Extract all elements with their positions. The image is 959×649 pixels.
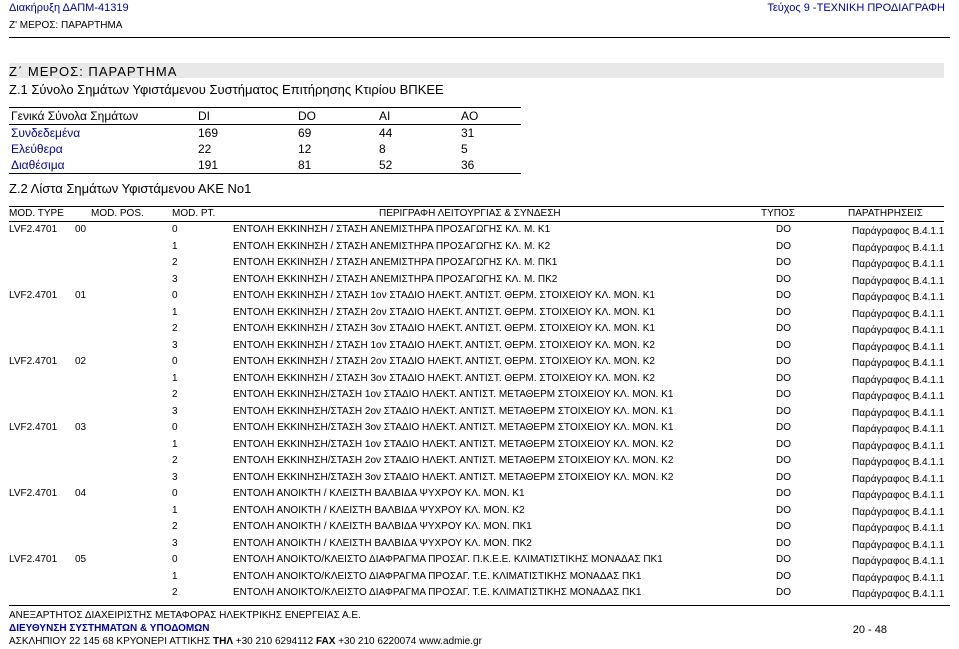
signal-pt: 1 <box>172 570 178 582</box>
signal-pt: 1 <box>172 504 178 516</box>
table-row <box>9 585 944 602</box>
signal-pos: 05 <box>75 554 87 565</box>
table-row <box>9 569 944 586</box>
summary-cell: 22 <box>198 141 212 156</box>
col-header-mod-pt: MOD. PT. <box>172 208 216 219</box>
signal-pt: 2 <box>172 257 178 268</box>
signal-pt: 3 <box>172 339 178 351</box>
signal-type: DO <box>776 224 791 235</box>
summary-cell: 69 <box>298 125 312 140</box>
signal-remark: Παράγραφος Β.4.1.1 <box>852 308 945 320</box>
signal-remark: Παράγραφος Β.4.1.1 <box>852 539 945 551</box>
signal-remark: Παράγραφος Β.4.1.1 <box>852 242 945 254</box>
signal-desc: ΕΝΤΟΛΗ ΕΚΚΙΝΗΣΗ/ΣΤΑΣΗ 2ον ΣΤΑΔΙΟ ΗΛΕΚΤ. ΑΝΤΙΣΤ. ΜΕΤΑΘΕΡΜ ΣΤΟΙΧΕΙΟΥ ΚΛ. ΜΟΝ. Κ1 <box>233 405 674 417</box>
summary-cell: 36 <box>459 157 521 174</box>
footer-company: ΑΝΕΞΑΡΤΗΤΟΣ ΔΙΑΧΕΙΡΙΣΤΗΣ ΜΕΤΑΦΟΡΑΣ ΗΛΕΚΤΡΙΚΗΣ ΕΝΕΡΓΕΙΑΣ Α.Ε. <box>9 610 361 621</box>
section-1-title: Ζ.1 Σύνολο Σημάτων Υφιστάμενου Συστήματος Επιτήρησης Κτιρίου ΒΠΚΕΕ <box>9 82 444 97</box>
signal-pt: 2 <box>172 587 178 598</box>
signal-desc: ΕΝΤΟΛΗ ΕΚΚΙΝΗΣΗ/ΣΤΑΣΗ 1ον ΣΤΑΔΙΟ ΗΛΕΚΤ. ΑΝΤΙΣΤ. ΜΕΤΑΘΕΡΜ ΣΤΟΙΧΕΙΟΥ ΚΛ. ΜΟΝ. Κ2 <box>233 438 674 450</box>
signal-type: DO <box>776 356 791 367</box>
footer-tel-label: ΤΗΛ <box>212 636 233 647</box>
signal-type: DO <box>776 389 791 400</box>
footer-division: ΔΙΕΥΘΥΝΣΗ ΣΥΣΤΗΜΑΤΩΝ & ΥΠΟΔΟΜΩΝ <box>9 623 210 634</box>
summary-header-row <box>9 108 521 125</box>
signal-type: DO <box>776 504 791 516</box>
signal-pt: 1 <box>172 240 178 252</box>
signal-pt: 0 <box>172 488 178 499</box>
signal-desc: ΕΝΤΟΛΗ ΕΚΚΙΝΗΣΗ / ΣΤΑΣΗ ΑΝΕΜΙΣΤΗΡΑ ΠΡΟΣΑΓΩΓΗΣ ΚΛ. Μ. Κ2 <box>233 240 551 252</box>
signal-desc: ΕΝΤΟΛΗ ΕΚΚΙΝΗΣΗ / ΣΤΑΣΗ ΑΝΕΜΙΣΤΗΡΑ ΠΡΟΣΑΓΩΓΗΣ ΚΛ. Μ. Κ1 <box>233 224 551 235</box>
signal-type: DO <box>776 521 791 532</box>
page-header-left: Διακήρυξη ΔΑΠΜ-41319 <box>9 2 129 14</box>
summary-cell: 5 <box>461 141 468 156</box>
footer-divider <box>9 605 950 606</box>
signal-remark: Παράγραφος Β.4.1.1 <box>852 556 945 567</box>
signal-summary-table <box>9 107 521 174</box>
signal-code: LVF2.4701 <box>9 488 58 499</box>
signal-pt: 1 <box>172 306 178 318</box>
signal-pt: 3 <box>172 405 178 417</box>
signal-type: DO <box>776 306 791 318</box>
signal-desc: ΕΝΤΟΛΗ ΑΝΟΙΚΤΟ/ΚΛΕΙΣΤΟ ΔΙΑΦΡΑΓΜΑ ΠΡΟΣΑΓ. Τ.Ε. ΚΛΙΜΑΤΙΣΤΙΚΗΣ ΜΟΝΑΔΑΣ ΠΚ1 <box>233 570 642 582</box>
table-row <box>9 486 944 503</box>
signal-desc: ΕΝΤΟΛΗ ΕΚΚΙΝΗΣΗ / ΣΤΑΣΗ 3ον ΣΤΑΔΙΟ ΗΛΕΚΤ. ΑΝΤΙΣΤ. ΘΕΡΜ. ΣΤΟΙΧΕΙΟΥ ΚΛ. ΜΟΝ. Κ1 <box>233 323 655 334</box>
signal-type: DO <box>776 471 791 483</box>
signal-pos: 04 <box>75 488 87 499</box>
signal-desc: ΕΝΤΟΛΗ ΕΚΚΙΝΗΣΗ / ΣΤΑΣΗ 2ον ΣΤΑΔΙΟ ΗΛΕΚΤ. ΑΝΤΙΣΤ. ΘΕΡΜ. ΣΤΟΙΧΕΙΟΥ ΚΛ. ΜΟΝ. Κ2 <box>233 356 655 367</box>
part-title: Ζ΄ ΜΕΡΟΣ: ΠΑΡΑΡΤΗΜΑ <box>9 64 178 79</box>
signal-remark: Παράγραφος Β.4.1.1 <box>852 457 945 468</box>
section-2-title: Ζ.2 Λίστα Σημάτων Υφιστάμενου ΑΚΕ Νο1 <box>9 181 252 196</box>
signal-pt: 2 <box>172 323 178 334</box>
signal-type: DO <box>776 537 791 549</box>
signal-desc: ΕΝΤΟΛΗ ΕΚΚΙΝΗΣΗ/ΣΤΑΣΗ 1ον ΣΤΑΔΙΟ ΗΛΕΚΤ. ΑΝΤΙΣΤ. ΜΕΤΑΘΕΡΜ ΣΤΟΙΧΕΙΟΥ ΚΛ. ΜΟΝ. Κ1 <box>233 389 674 400</box>
table-row <box>9 420 944 437</box>
footer-fax-label: FAX <box>315 636 336 647</box>
footer-tel: +30 210 6294112 <box>235 636 314 647</box>
signal-type: DO <box>776 240 791 252</box>
table-row <box>9 222 944 239</box>
signal-code: LVF2.4701 <box>9 422 58 433</box>
signal-pt: 3 <box>172 537 178 549</box>
table-row <box>9 321 944 338</box>
table-row <box>9 239 944 256</box>
signal-pt: 0 <box>172 554 178 565</box>
signal-type: DO <box>776 554 791 565</box>
summary-cell: 52 <box>377 157 459 174</box>
table-row <box>9 255 944 272</box>
signal-remark: Παράγραφος Β.4.1.1 <box>852 424 945 435</box>
signal-type: DO <box>776 257 791 268</box>
signal-pt: 1 <box>172 438 178 450</box>
signal-pos: 01 <box>75 290 87 301</box>
signal-remark: Παράγραφος Β.4.1.1 <box>852 374 945 386</box>
signal-desc: ΕΝΤΟΛΗ ΕΚΚΙΝΗΣΗ / ΣΤΑΣΗ 2ον ΣΤΑΔΙΟ ΗΛΕΚΤ. ΑΝΤΙΣΤ. ΘΕΡΜ. ΣΤΟΙΧΕΙΟΥ ΚΛ. ΜΟΝ. Κ1 <box>233 306 655 318</box>
signal-pt: 3 <box>172 273 178 285</box>
signal-code: LVF2.4701 <box>9 356 58 367</box>
signal-remark: Παράγραφος Β.4.1.1 <box>852 490 945 501</box>
col-header-remarks: ΠΑΡΑΤΗΡΗΣΕΙΣ <box>848 208 923 219</box>
signal-pos: 03 <box>75 422 87 433</box>
signal-code: LVF2.4701 <box>9 554 58 565</box>
signal-pt: 2 <box>172 521 178 532</box>
signal-remark: Παράγραφος Β.4.1.1 <box>852 259 945 270</box>
table-row <box>9 536 944 553</box>
summary-row <box>9 157 521 174</box>
col-header-mod-type: MOD. TYPE <box>9 208 64 219</box>
signal-desc: ΕΝΤΟΛΗ ΑΝΟΙΚΤΗ / ΚΛΕΙΣΤΗ ΒΑΛΒΙΔΑ ΨΥΧΡΟΥ ΚΛ. ΜΟΝ. Κ2 <box>233 504 525 516</box>
signal-desc: ΕΝΤΟΛΗ ΑΝΟΙΚΤΟ/ΚΛΕΙΣΤΟ ΔΙΑΦΡΑΓΜΑ ΠΡΟΣΑΓ. Τ.Ε. ΚΛΙΜΑΤΙΣΤΙΚΗΣ ΜΟΝΑΔΑΣ ΠΚ1 <box>233 587 642 598</box>
summary-cell: 81 <box>296 157 377 174</box>
table-row <box>9 437 944 454</box>
page-header-right: Τεύχος 9 -ΤΕΧΝΙΚΗ ΠΡΟΔΙΑΓΡΑΦΗ <box>767 2 945 14</box>
signal-remark: Παράγραφος Β.4.1.1 <box>852 391 945 402</box>
footer-website: www.admie.gr <box>419 636 482 647</box>
signal-remark: Παράγραφος Β.4.1.1 <box>852 473 945 485</box>
signal-remark: Παράγραφος Β.4.1.1 <box>852 440 945 452</box>
table-row <box>9 371 944 388</box>
signal-type: DO <box>776 422 791 433</box>
signal-desc: ΕΝΤΟΛΗ ΑΝΟΙΚΤΗ / ΚΛΕΙΣΤΗ ΒΑΛΒΙΔΑ ΨΥΧΡΟΥ ΚΛ. ΜΟΝ. Κ1 <box>233 488 525 499</box>
summary-cell: 8 <box>379 141 386 156</box>
signal-desc: ΕΝΤΟΛΗ ΕΚΚΙΝΗΣΗ/ΣΤΑΣΗ 2ον ΣΤΑΔΙΟ ΗΛΕΚΤ. ΑΝΤΙΣΤ. ΜΕΤΑΘΕΡΜ ΣΤΟΙΧΕΙΟΥ ΚΛ. ΜΟΝ. Κ2 <box>233 455 674 466</box>
signal-pos: 02 <box>75 356 87 367</box>
signal-type: DO <box>776 372 791 384</box>
table-row <box>9 470 944 487</box>
signal-desc: ΕΝΤΟΛΗ ΕΚΚΙΝΗΣΗ/ΣΤΑΣΗ 3ον ΣΤΑΔΙΟ ΗΛΕΚΤ. ΑΝΤΙΣΤ. ΜΕΤΑΘΕΡΜ ΣΤΟΙΧΕΙΟΥ ΚΛ. ΜΟΝ. Κ1 <box>233 422 674 433</box>
signal-type: DO <box>776 290 791 301</box>
signal-remark: Παράγραφος Β.4.1.1 <box>852 506 945 518</box>
summary-header-cell: DI <box>196 108 296 125</box>
summary-header-cell: Γενικά Σύνολα Σημάτων <box>9 108 196 125</box>
signal-list-header <box>9 206 944 222</box>
signal-desc: ΕΝΤΟΛΗ ΕΚΚΙΝΗΣΗ / ΣΤΑΣΗ 1ον ΣΤΑΔΙΟ ΗΛΕΚΤ. ΑΝΤΙΣΤ. ΘΕΡΜ. ΣΤΟΙΧΕΙΟΥ ΚΛ. ΜΟΝ. Κ1 <box>233 290 655 301</box>
col-header-mod-pos: MOD. POS. <box>91 208 144 219</box>
signal-desc: ΕΝΤΟΛΗ ΕΚΚΙΝΗΣΗ / ΣΤΑΣΗ 3ον ΣΤΑΔΙΟ ΗΛΕΚΤ. ΑΝΤΙΣΤ. ΘΕΡΜ. ΣΤΟΙΧΕΙΟΥ ΚΛ. ΜΟΝ. Κ2 <box>233 372 655 384</box>
table-row <box>9 503 944 520</box>
header-divider <box>9 37 950 38</box>
page-number: 20 - 48 <box>852 624 887 636</box>
summary-header-cell: DO <box>296 108 377 125</box>
summary-cell: Συνδεδεμένα <box>11 125 81 140</box>
table-row <box>9 519 944 536</box>
signal-code: LVF2.4701 <box>9 224 58 235</box>
signal-pt: 3 <box>172 471 178 483</box>
table-row <box>9 404 944 421</box>
signal-type: DO <box>776 339 791 351</box>
signal-desc: ΕΝΤΟΛΗ ΑΝΟΙΚΤΗ / ΚΛΕΙΣΤΗ ΒΑΛΒΙΔΑ ΨΥΧΡΟΥ ΚΛ. ΜΟΝ. ΠΚ2 <box>233 537 532 549</box>
signal-remark: Παράγραφος Β.4.1.1 <box>852 589 945 600</box>
signal-remark: Παράγραφος Β.4.1.1 <box>852 407 945 419</box>
signal-type: DO <box>776 570 791 582</box>
summary-row <box>9 125 521 142</box>
summary-cell: 44 <box>379 125 393 140</box>
footer-contact <box>9 636 482 647</box>
signal-type: DO <box>776 455 791 466</box>
page-header-sub: Ζ' ΜΕΡΟΣ: ΠΑΡΑΡΤΗΜΑ <box>9 20 123 31</box>
col-header-description: ΠΕΡΙΓΡΑΦΗ ΛΕΙΤΟΥΡΓΙΑΣ & ΣΥΝΔΕΣΗ <box>379 208 561 219</box>
signal-pt: 0 <box>172 224 178 235</box>
signal-type: DO <box>776 587 791 598</box>
signal-list <box>9 222 944 602</box>
footer-fax: +30 210 6220074 <box>338 636 417 647</box>
table-row <box>9 552 944 569</box>
signal-type: DO <box>776 488 791 499</box>
signal-pt: 1 <box>172 372 178 384</box>
signal-remark: Παράγραφος Β.4.1.1 <box>852 341 945 353</box>
signal-remark: Παράγραφος Β.4.1.1 <box>852 226 945 237</box>
signal-remark: Παράγραφος Β.4.1.1 <box>852 358 945 369</box>
signal-pos: 00 <box>75 224 87 235</box>
summary-cell: 169 <box>198 125 219 140</box>
summary-header-cell: AI <box>377 108 459 125</box>
signal-pt: 0 <box>172 356 178 367</box>
signal-pt: 2 <box>172 455 178 466</box>
summary-cell: 31 <box>461 125 475 140</box>
signal-desc: ΕΝΤΟΛΗ ΕΚΚΙΝΗΣΗ / ΣΤΑΣΗ ΑΝΕΜΙΣΤΗΡΑ ΠΡΟΣΑΓΩΓΗΣ ΚΛ. Μ. ΠΚ2 <box>233 273 558 285</box>
signal-desc: ΕΝΤΟΛΗ ΕΚΚΙΝΗΣΗ / ΣΤΑΣΗ ΑΝΕΜΙΣΤΗΡΑ ΠΡΟΣΑΓΩΓΗΣ ΚΛ. Μ. ΠΚ1 <box>233 257 558 268</box>
signal-desc: ΕΝΤΟΛΗ ΑΝΟΙΚΤΗ / ΚΛΕΙΣΤΗ ΒΑΛΒΙΔΑ ΨΥΧΡΟΥ ΚΛ. ΜΟΝ. ΠΚ1 <box>233 521 532 532</box>
table-row <box>9 338 944 355</box>
signal-desc: ΕΝΤΟΛΗ ΑΝΟΙΚΤΟ/ΚΛΕΙΣΤΟ ΔΙΑΦΡΑΓΜΑ ΠΡΟΣΑΓ. Π.Κ.Ε.Ε. ΚΛΙΜΑΤΙΣΤΙΚΗΣ ΜΟΝΑΔΑΣ ΠΚ1 <box>233 554 663 565</box>
table-row <box>9 354 944 371</box>
signal-type: DO <box>776 405 791 417</box>
signal-type: DO <box>776 323 791 334</box>
summary-cell: Ελεύθερα <box>11 141 63 156</box>
signal-desc: ΕΝΤΟΛΗ ΕΚΚΙΝΗΣΗ / ΣΤΑΣΗ 1ον ΣΤΑΔΙΟ ΗΛΕΚΤ. ΑΝΤΙΣΤ. ΘΕΡΜ. ΣΤΟΙΧΕΙΟΥ ΚΛ. ΜΟΝ. Κ2 <box>233 339 655 351</box>
table-row <box>9 453 944 470</box>
table-row <box>9 272 944 289</box>
signal-pt: 0 <box>172 290 178 301</box>
signal-type: DO <box>776 438 791 450</box>
summary-header-cell: AO <box>459 108 521 125</box>
signal-remark: Παράγραφος Β.4.1.1 <box>852 572 945 584</box>
summary-cell: 191 <box>196 157 296 174</box>
table-row <box>9 387 944 404</box>
signal-remark: Παράγραφος Β.4.1.1 <box>852 275 945 287</box>
signal-remark: Παράγραφος Β.4.1.1 <box>852 292 945 303</box>
summary-cell: 12 <box>298 141 312 156</box>
signal-pt: 0 <box>172 422 178 433</box>
signal-code: LVF2.4701 <box>9 290 58 301</box>
footer-address: ΑΣΚΛΗΠΙΟΥ 22 145 68 ΚΡΥΟΝΕΡΙ ΑΤΤΙΚΗΣ <box>9 636 211 647</box>
signal-pt: 2 <box>172 389 178 400</box>
table-row <box>9 305 944 322</box>
col-header-type: ΤΥΠΟΣ <box>761 208 795 219</box>
signal-type: DO <box>776 273 791 285</box>
signal-desc: ΕΝΤΟΛΗ ΕΚΚΙΝΗΣΗ/ΣΤΑΣΗ 3ον ΣΤΑΔΙΟ ΗΛΕΚΤ. ΑΝΤΙΣΤ. ΜΕΤΑΘΕΡΜ ΣΤΟΙΧΕΙΟΥ ΚΛ. ΜΟΝ. Κ2 <box>233 471 674 483</box>
summary-row <box>9 141 521 157</box>
summary-cell: Διαθέσιμα <box>9 157 196 174</box>
signal-remark: Παράγραφος Β.4.1.1 <box>852 325 945 336</box>
signal-remark: Παράγραφος Β.4.1.1 <box>852 523 945 534</box>
table-row <box>9 288 944 305</box>
